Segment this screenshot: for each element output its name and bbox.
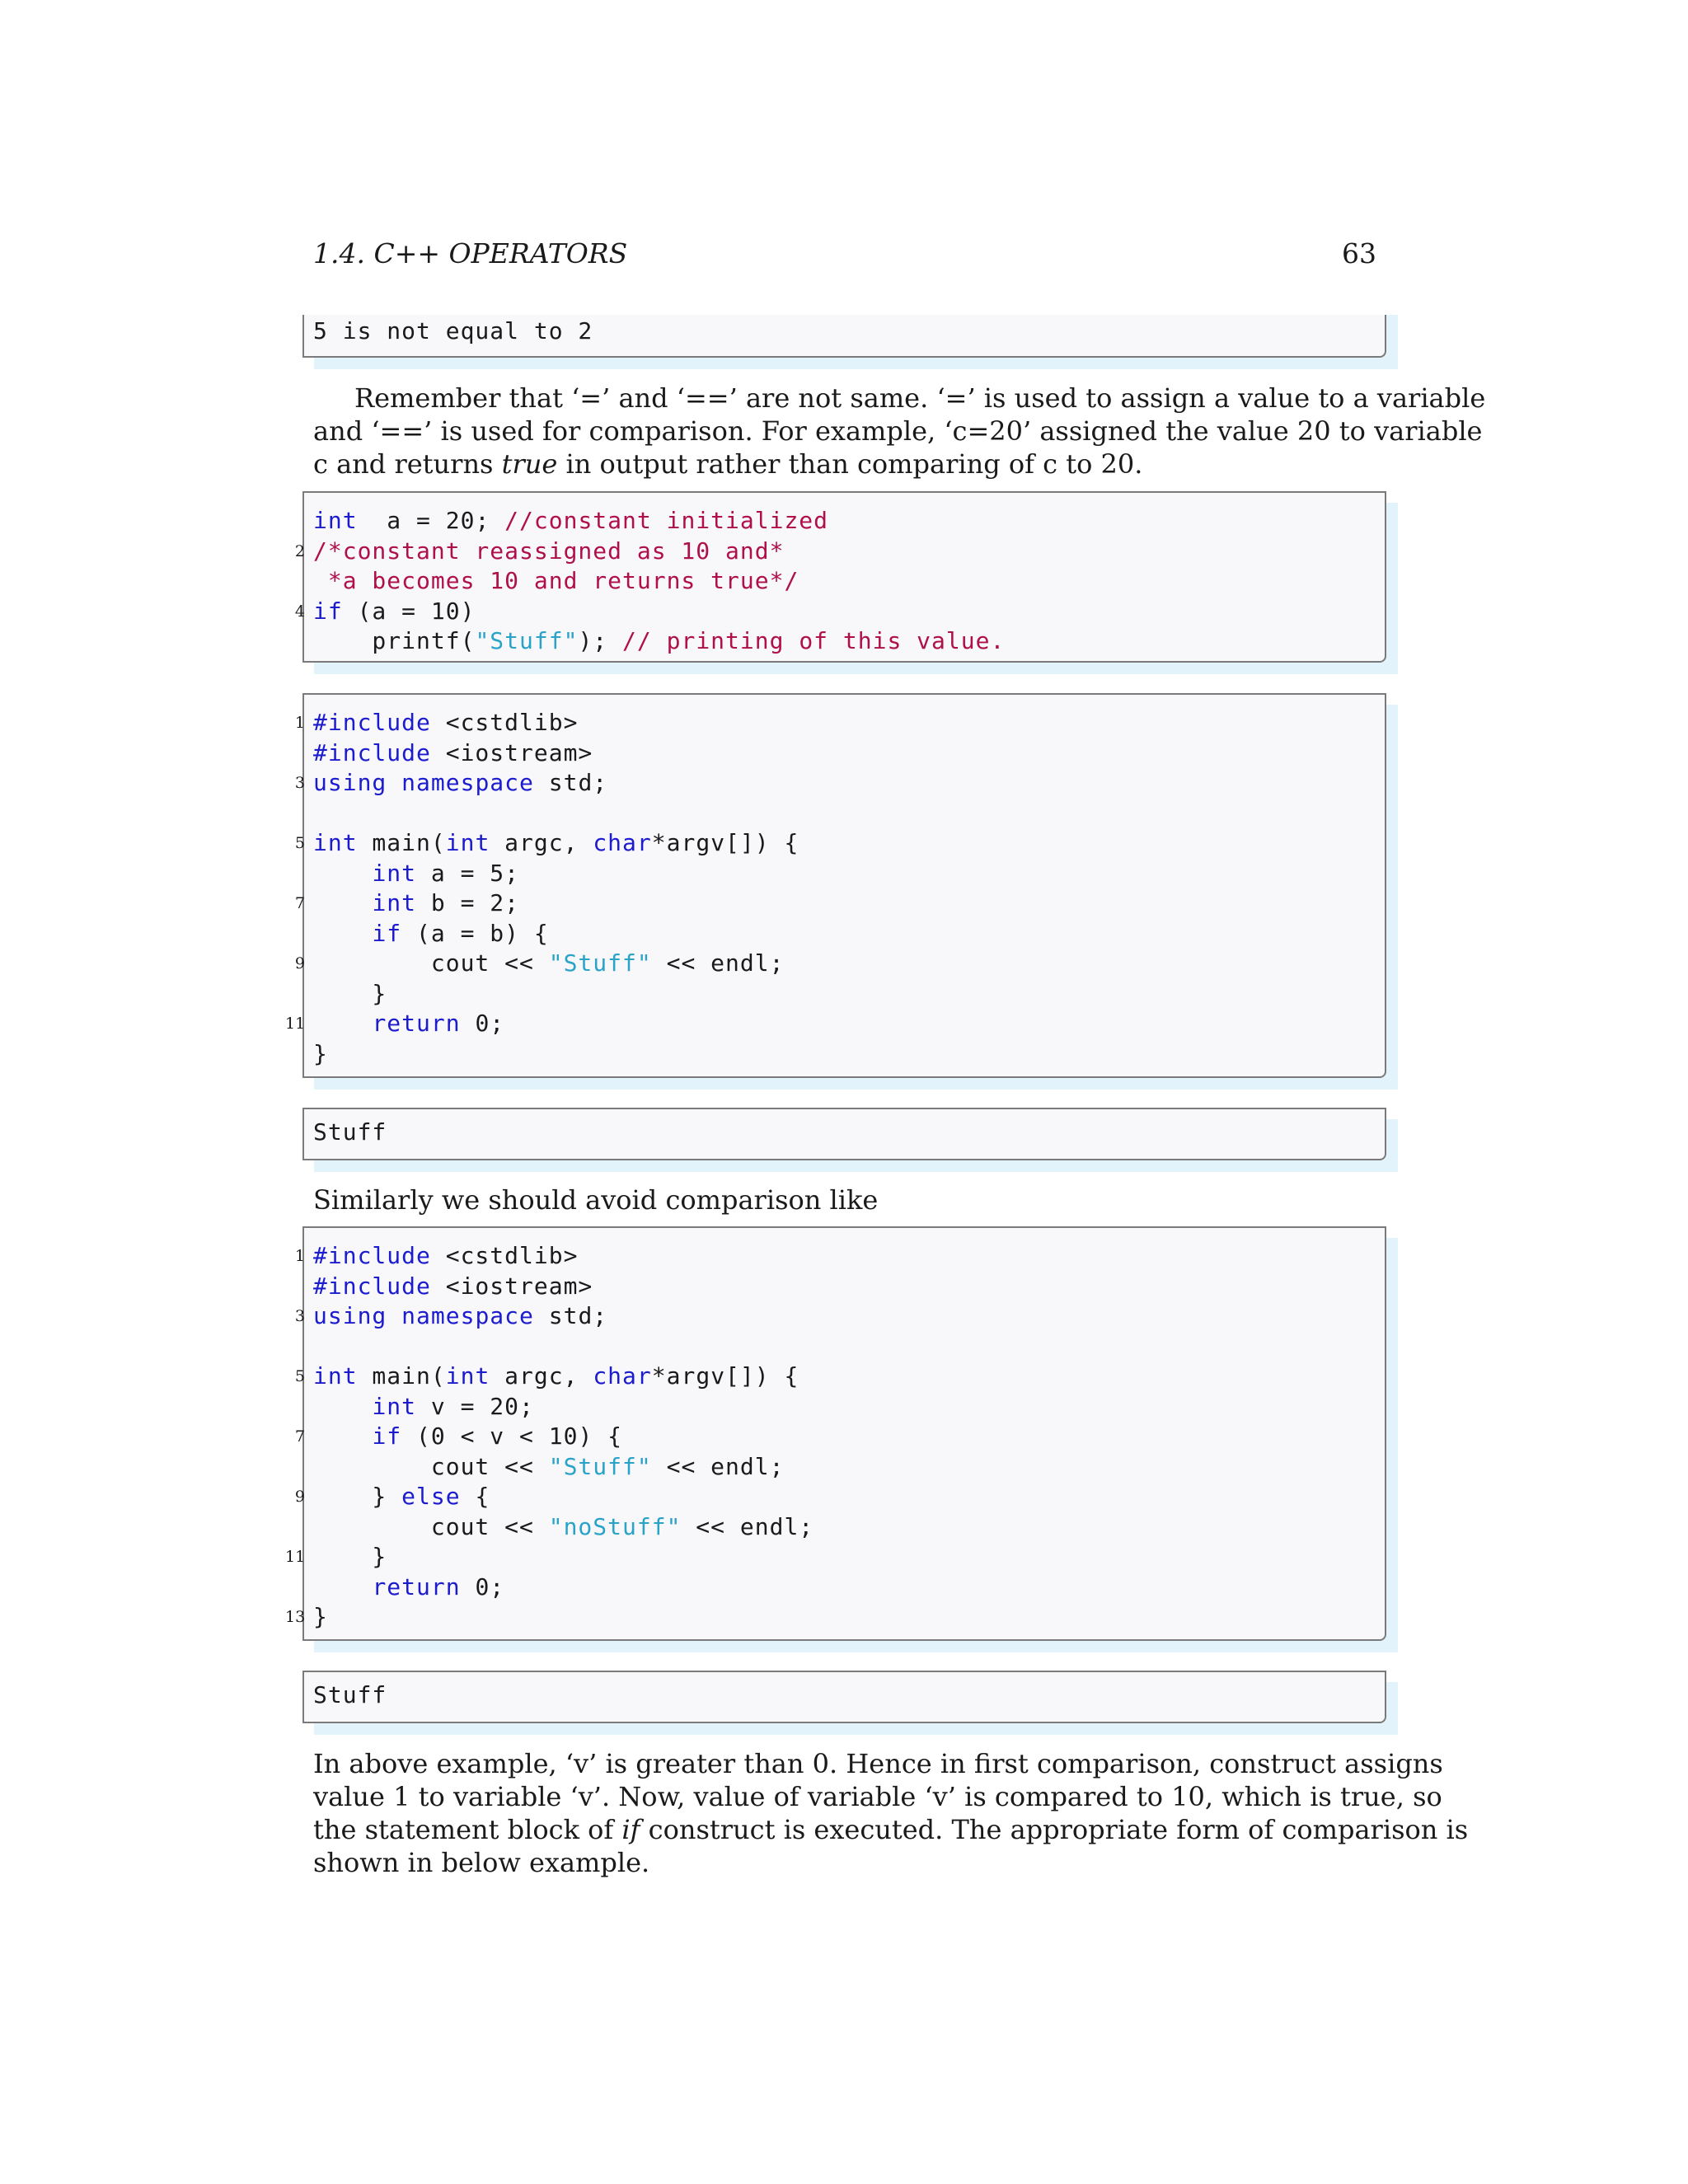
keyword-token: namespace <box>401 769 534 796</box>
code-line <box>294 1422 1378 1452</box>
keyword-token: using <box>313 1302 387 1329</box>
keyword-token: char <box>593 1362 652 1390</box>
code-line <box>313 1118 1378 1148</box>
code-text: <cstdlib> <box>430 709 579 736</box>
comment-token: *a becomes 10 and returns true*/ <box>313 567 799 594</box>
paragraph-avoid-comparison: Similarly we should avoid comparison like <box>313 1184 879 1216</box>
line-number: 3 <box>294 1307 305 1325</box>
code-text: ); <box>578 627 623 654</box>
comment-token: //constant initialized <box>504 507 829 534</box>
keyword-token: int <box>445 1362 490 1390</box>
code-lines <box>285 1241 1378 1633</box>
keyword-token: return <box>372 1010 461 1037</box>
line-number: 2 <box>294 541 305 560</box>
code-text <box>313 1010 372 1037</box>
code-text: << endl; <box>651 949 785 977</box>
code-text: 5 is not equal to 2 <box>313 317 593 344</box>
code-line <box>285 1602 1378 1633</box>
keyword-token: else <box>401 1483 461 1510</box>
code-text: std; <box>533 1302 608 1329</box>
code-text <box>387 1302 401 1329</box>
code-text: <cstdlib> <box>430 1242 579 1269</box>
code-text <box>313 1422 372 1450</box>
output-lines <box>313 316 1378 347</box>
code-text: (a = b) { <box>401 919 549 947</box>
keyword-token: using <box>313 769 387 796</box>
code-line <box>294 537 1378 567</box>
code-line <box>313 566 1378 597</box>
code-text: cout << <box>313 1452 549 1480</box>
code-text: } <box>313 1039 328 1067</box>
keyword-token: int <box>372 1392 417 1420</box>
code-line <box>313 1392 1378 1422</box>
line-number: 3 <box>294 774 305 792</box>
code-lines <box>294 506 1378 657</box>
code-text <box>313 1573 372 1601</box>
code-line <box>294 1482 1378 1512</box>
code-text: { <box>460 1483 490 1510</box>
keyword-token: int <box>313 507 358 534</box>
code-text: Stuff <box>313 1118 387 1146</box>
code-text: std; <box>533 769 608 796</box>
keyword-token: char <box>593 829 652 856</box>
code-text: } <box>313 1543 387 1570</box>
code-line <box>294 708 1378 738</box>
code-text: main( <box>357 1362 446 1390</box>
line-number: 7 <box>294 894 305 912</box>
output-box-2 <box>302 1108 1386 1160</box>
string-token: "Stuff" <box>475 627 579 654</box>
comment-token: // printing of this value. <box>622 627 1006 654</box>
code-text <box>313 860 372 887</box>
code-listing-2 <box>285 693 1386 1078</box>
code-text: a = 20; <box>357 507 505 534</box>
code-line <box>313 799 1378 829</box>
comment-token: /*constant reassigned as 10 and* <box>313 537 785 565</box>
line-number: 5 <box>294 1367 305 1385</box>
keyword-token: int <box>445 829 490 856</box>
code-line <box>294 888 1378 919</box>
line-number: 11 <box>285 1548 306 1566</box>
code-line <box>313 1272 1378 1302</box>
keyword-token: int <box>313 829 358 856</box>
line-number: 13 <box>285 1608 306 1626</box>
output-lines <box>313 1680 1378 1711</box>
paragraph-explanation: In above example, ‘v’ is greater than 0. Hence in first comparison, construct assigns value 1 to variable ‘v’. Now, value of variable ‘v’ is compared to 10, which is true, so the statement block of if construct is executed. The appropriate form of comparison is shown in below example. <box>313 1748 1469 1878</box>
code-text: *argv[]) { <box>651 1362 799 1390</box>
code-text: argc, <box>490 1362 593 1390</box>
keyword-token: if <box>372 1422 402 1450</box>
code-line <box>294 1241 1378 1272</box>
keyword-token: namespace <box>401 1302 534 1329</box>
code-text <box>313 1393 372 1420</box>
keyword-token: int <box>313 1362 358 1390</box>
code-text: cout << <box>313 1512 549 1540</box>
keyword-token: int <box>372 859 417 887</box>
code-line <box>313 1332 1378 1362</box>
keyword-token: int <box>372 889 417 916</box>
code-line <box>285 1009 1378 1039</box>
line-number: 4 <box>294 602 305 621</box>
code-text: printf( <box>313 627 476 654</box>
code-text: *argv[]) { <box>651 829 799 856</box>
code-text: main( <box>357 829 446 856</box>
code-listing-1 <box>294 491 1386 663</box>
code-line <box>313 919 1378 949</box>
string-token: "Stuff" <box>548 949 652 977</box>
code-line <box>313 316 1378 347</box>
preprocessor-token: #include <box>313 1242 431 1269</box>
code-text: << endl; <box>681 1512 814 1540</box>
code-line <box>294 828 1378 859</box>
line-number: 5 <box>294 834 305 852</box>
keyword-token: return <box>372 1572 461 1601</box>
keyword-token: if <box>372 919 402 947</box>
preprocessor-token: #include <box>313 738 431 766</box>
code-line <box>313 1680 1378 1711</box>
running-header <box>312 236 1376 272</box>
code-line <box>313 1512 1378 1543</box>
code-line <box>294 597 1378 627</box>
code-text: << endl; <box>651 1452 785 1480</box>
code-listing-3 <box>285 1226 1386 1641</box>
output-box-3 <box>302 1671 1386 1723</box>
code-text: argc, <box>490 829 593 856</box>
line-number: 1 <box>294 714 305 732</box>
page-number: 63 <box>1342 237 1376 269</box>
code-line <box>285 1542 1378 1572</box>
code-line <box>294 1361 1378 1392</box>
code-line <box>294 768 1378 799</box>
code-line <box>313 1039 1378 1070</box>
code-text: b = 2; <box>416 889 520 916</box>
code-text: a = 5; <box>416 859 520 887</box>
output-lines <box>313 1118 1378 1148</box>
code-line <box>294 949 1378 979</box>
code-text: } <box>313 1603 328 1630</box>
code-text: } <box>313 979 387 1007</box>
code-text: (0 < v < 10) { <box>401 1422 623 1450</box>
code-line <box>313 1452 1378 1483</box>
line-number: 11 <box>285 1015 306 1033</box>
line-number: 1 <box>294 1247 305 1265</box>
preprocessor-token: #include <box>313 1272 431 1300</box>
code-line <box>313 738 1378 769</box>
line-number: 7 <box>294 1427 305 1446</box>
code-text: Stuff <box>313 1681 387 1708</box>
code-text: <iostream> <box>430 1272 593 1300</box>
output-box-1 <box>302 315 1386 358</box>
code-line <box>294 1301 1378 1332</box>
line-number: 9 <box>294 1488 305 1506</box>
paragraph-assignment-vs-comparison: Remember that ‘=’ and ‘==’ are not same. ‘=’ is used to assign a value to a variable and ‘==’ is used for comparison. For example, ‘c=20’ assigned the value 20 to variable c and returns true in output rather than comparing of c to 20. <box>313 382 1486 480</box>
code-lines <box>285 708 1378 1069</box>
code-text <box>313 889 372 916</box>
code-text: (a = 10) <box>342 597 476 625</box>
section-title: 1.4. C++ OPERATORS <box>313 237 628 269</box>
code-text: cout << <box>313 949 549 977</box>
string-token: "Stuff" <box>548 1452 652 1480</box>
code-line <box>313 626 1378 657</box>
code-line <box>313 506 1378 537</box>
code-text: v = 20; <box>416 1392 534 1420</box>
code-line <box>313 1572 1378 1603</box>
line-number: 9 <box>294 954 305 972</box>
preprocessor-token: #include <box>313 709 431 736</box>
string-token: "noStuff" <box>548 1512 682 1540</box>
code-line <box>313 979 1378 1010</box>
code-text: } <box>313 1483 402 1510</box>
code-text: <iostream> <box>430 738 593 766</box>
code-text <box>387 769 401 796</box>
code-text <box>313 920 372 947</box>
code-line <box>313 859 1378 889</box>
code-text: 0; <box>460 1010 505 1037</box>
code-text: 0; <box>460 1572 505 1601</box>
keyword-token: if <box>313 597 343 625</box>
